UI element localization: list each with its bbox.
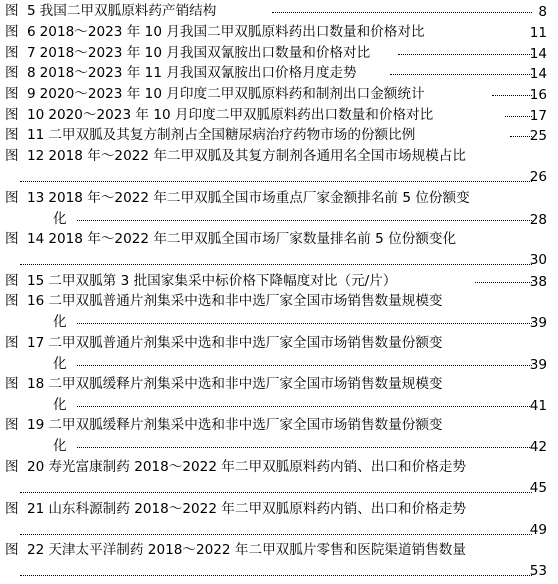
- page-number[interactable]: 17: [529, 108, 547, 124]
- figure-number: 18: [27, 376, 45, 392]
- toc-entry-line[interactable]: [5, 272, 545, 291]
- figure-number: 6: [27, 24, 36, 40]
- figure-number: 8: [27, 65, 36, 81]
- page-number[interactable]: 45: [529, 480, 547, 496]
- figure-title: 天津太平洋制药 2018～2022 年二甲双胍片零售和医院渠道销售数量: [48, 542, 466, 558]
- figure-number: 7: [27, 45, 36, 61]
- figure-number: 11: [27, 127, 45, 143]
- dot-leader: [272, 12, 532, 13]
- dot-leader: [20, 534, 532, 535]
- figure-number: 5: [27, 3, 36, 19]
- toc-entry-line[interactable]: [5, 85, 545, 104]
- figure-title: 二甲双胍普通片剂集采中选和非中选厂家全国市场销售数量规模变: [48, 293, 443, 309]
- page-number[interactable]: 53: [529, 563, 547, 579]
- figure-title: 山东科源制药 2018～2022 年二甲双胍原料药内销、出口和价格走势: [48, 501, 466, 517]
- figure-title: 2020～2023 年 10 月印度二甲双胍原料药和制剂出口金额统计: [39, 86, 425, 102]
- figure-title: 2018～2023 年 10 月我国二甲双胍原料药出口数量和价格对比: [39, 24, 425, 40]
- dot-leader: [77, 406, 532, 407]
- dot-leader: [20, 575, 532, 576]
- page-number[interactable]: 42: [529, 439, 547, 455]
- figure-title: 二甲双胍及其复方制剂占全国糖尿病治疗药物市场的份额比例: [48, 127, 416, 143]
- dot-leader: [77, 365, 532, 366]
- figure-title: 2018～2023 年 10 月我国双氰胺出口数量和价格对比: [39, 45, 371, 61]
- dot-leader: [77, 323, 532, 324]
- toc-entry-line[interactable]: [5, 500, 545, 519]
- figure-label: 图: [5, 459, 19, 475]
- dot-leader: [20, 492, 532, 493]
- figure-number: 15: [27, 273, 45, 289]
- page-number[interactable]: 14: [529, 46, 547, 62]
- toc-entry-line[interactable]: [5, 541, 545, 560]
- figure-label: 图: [5, 45, 19, 61]
- figure-number: 9: [27, 86, 36, 102]
- toc-entry-line[interactable]: [5, 458, 545, 477]
- figure-title: 化: [53, 397, 67, 413]
- figure-label: 图: [5, 190, 19, 206]
- page-number[interactable]: 25: [529, 128, 547, 144]
- figure-number: 20: [27, 459, 45, 475]
- figure-title: 化: [53, 314, 67, 330]
- figure-label: 图: [5, 3, 19, 19]
- figure-title: 化: [53, 211, 67, 227]
- dot-leader: [20, 181, 532, 182]
- toc-entry-line[interactable]: [5, 23, 545, 42]
- figure-number: 10: [27, 107, 45, 123]
- page-number[interactable]: 11: [529, 25, 547, 41]
- page-number[interactable]: 39: [529, 357, 547, 373]
- toc-entry-line[interactable]: [5, 147, 545, 166]
- figure-number: 19: [27, 417, 45, 433]
- toc-entry-line[interactable]: [5, 126, 545, 145]
- toc-entry-line[interactable]: [5, 189, 545, 208]
- page-number[interactable]: 38: [529, 274, 547, 290]
- figure-title: 化: [53, 438, 67, 454]
- page-number[interactable]: 30: [529, 252, 547, 268]
- figure-label: 图: [5, 127, 19, 143]
- figure-label: 图: [5, 542, 19, 558]
- toc-entry-line[interactable]: [5, 230, 545, 249]
- figure-label: 图: [5, 376, 19, 392]
- page-number[interactable]: 14: [529, 66, 547, 82]
- figure-label: 图: [5, 107, 19, 123]
- figure-title: 二甲双胍普通片剂集采中选和非中选厂家全国市场销售数量份额变: [48, 335, 443, 351]
- figure-label: 图: [5, 86, 19, 102]
- dot-leader: [398, 54, 532, 55]
- figure-number: 13: [27, 190, 45, 206]
- toc-entry-line[interactable]: [5, 106, 545, 125]
- figure-title: 2018 年～2022 年二甲双胍及其复方制剂各通用名全国市场规模占比: [48, 148, 466, 164]
- figure-title: 二甲双胍第 3 批国家集采中标价格下降幅度对比（元/片）: [48, 273, 397, 289]
- figure-title: 2020～2023 年 10 月印度二甲双胍原料药出口数量和价格对比: [48, 107, 434, 123]
- figure-number: 12: [27, 148, 45, 164]
- figure-label: 图: [5, 417, 19, 433]
- figure-number: 22: [27, 542, 45, 558]
- figure-title: 2018 年～2022 年二甲双胍全国市场重点厂家金额排名前 5 位份额变: [48, 190, 470, 206]
- figure-title: 2018～2023 年 11 月我国双氰胺出口价格月度走势: [39, 65, 357, 81]
- figure-label: 图: [5, 273, 19, 289]
- figure-label: 图: [5, 65, 19, 81]
- page-number[interactable]: 49: [529, 522, 547, 538]
- figure-number: 17: [27, 335, 45, 351]
- figure-label: 图: [5, 24, 19, 40]
- page-number[interactable]: 41: [529, 398, 547, 414]
- toc-entry-line[interactable]: [5, 292, 545, 311]
- figure-number: 14: [27, 231, 45, 247]
- figure-title: 2018 年～2022 年二甲双胍全国市场厂家数量排名前 5 位份额变化: [48, 231, 457, 247]
- dot-leader: [390, 74, 532, 75]
- dot-leader: [77, 220, 532, 221]
- page-number[interactable]: 8: [538, 4, 547, 20]
- figure-title: 寿光富康制药 2018～2022 年二甲双胍原料药内销、出口和价格走势: [48, 459, 466, 475]
- figure-label: 图: [5, 293, 19, 309]
- toc-entry-line[interactable]: [5, 334, 545, 353]
- figure-number: 21: [27, 501, 45, 517]
- figure-title: 二甲双胍缓释片剂集采中选和非中选厂家全国市场销售数量规模变: [48, 376, 443, 392]
- figure-label: 图: [5, 231, 19, 247]
- toc-entry-line[interactable]: [5, 416, 545, 435]
- page-number[interactable]: 39: [529, 315, 547, 331]
- figure-title: 化: [53, 356, 67, 372]
- page-number[interactable]: 26: [529, 169, 547, 185]
- figure-label: 图: [5, 148, 19, 164]
- figure-label: 图: [5, 501, 19, 517]
- page-number[interactable]: 16: [529, 87, 547, 103]
- figure-title: 二甲双胍缓释片剂集采中选和非中选厂家全国市场销售数量份额变: [48, 417, 443, 433]
- dot-leader: [20, 264, 532, 265]
- figure-title: 我国二甲双胍原料药产销结构: [39, 3, 217, 19]
- toc-entry-line[interactable]: [5, 375, 545, 394]
- page-number[interactable]: 28: [529, 212, 547, 228]
- dot-leader: [77, 447, 532, 448]
- figure-number: 16: [27, 293, 45, 309]
- figure-label: 图: [5, 335, 19, 351]
